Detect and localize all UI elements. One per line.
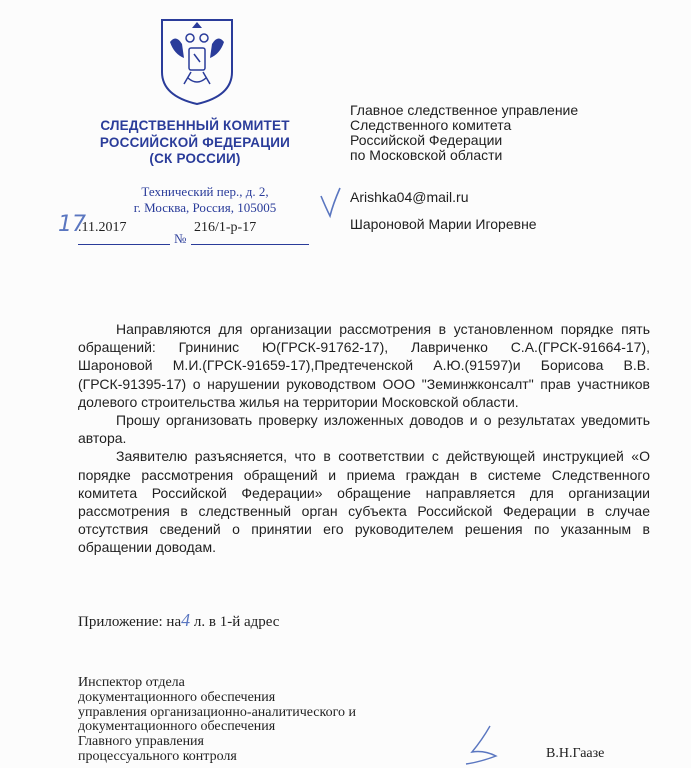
body-paragraph: Направляются для организации рассмотрения в установленном порядке пять обращений: Грининис Ю(ГРСК-91762-17), Лавриченко С.А.(ГРСК-91664-17), Шароновой М.И.(ГРСК-91659-17),Предтеченской А.Ю.(91597)и Борисова В.В.(ГРСК-91395-17) о нарушении руководством ООО "Земинжконсалт" прав участников долевого строительства жилья на территории Московской области. <box>78 321 650 410</box>
attachment-prefix: Приложение: на <box>78 614 182 630</box>
address-line: г. Москва, Россия, 105005 <box>133 200 277 215</box>
body-paragraph: Заявителю разъясняется, что в соответствии с действующей инструкцией «О порядке рассмотрения обращений и приема граждан в системе Следственного комитета Российской Федерации» обращение направляется для организации рассмотрения в следственный орган субъекта Российской Федерации в случае отсутствия сведений о принятии его руководителем решения по указанным в обращении доводам. <box>78 448 650 556</box>
attachment-suffix: л. в 1-й адрес <box>193 614 280 630</box>
number-underline <box>191 244 309 245</box>
address-line: Технический пер., д. 2, <box>141 184 269 199</box>
date-underline <box>78 244 170 245</box>
recipient-line: по Московской области <box>350 147 503 163</box>
attachment-note <box>78 610 279 631</box>
recipient-line: Российской Федерации <box>350 132 503 148</box>
handwritten-sheet-count: 4 <box>181 610 191 630</box>
handwritten-day: 17 <box>58 212 86 237</box>
body-paragraph: Прошу организовать проверку изложенных доводов и о результатах уведомить автора. <box>78 412 650 447</box>
number-sign: № <box>174 231 187 246</box>
organization-address <box>80 184 330 216</box>
signatory-line: управления организационно-аналитического и <box>78 704 356 720</box>
signatory-line: документационного обеспечения <box>78 689 276 705</box>
signature-icon <box>460 722 520 766</box>
signatory-line: Инспектор отдела <box>78 675 185 690</box>
signatory-line: процессуального контроля <box>78 748 237 764</box>
letter-body <box>78 320 650 557</box>
signatory-line: Главного управления <box>78 734 204 750</box>
recipient-email: Arishka04@mail.ru <box>350 189 469 205</box>
registration-number: 216/1-р-17 <box>194 220 257 235</box>
check-mark-icon <box>318 186 342 220</box>
coat-of-arms-icon <box>158 14 236 106</box>
org-line: (СК РОССИИ) <box>149 151 241 166</box>
organization-name <box>80 118 310 168</box>
signatory-name: В.Н.Гаазе <box>546 746 605 761</box>
org-line: РОССИЙСКОЙ ФЕДЕРАЦИИ <box>99 134 291 150</box>
signatory-line: документационного обеспечения <box>78 719 276 735</box>
recipient-line: Следственного комитета <box>350 117 512 133</box>
recipient-person: Шароновой Марии Игоревне <box>350 216 537 232</box>
org-line: СЛЕДСТВЕННЫЙ КОМИТЕТ <box>100 118 290 133</box>
registration-date: .11.2017 <box>78 220 127 235</box>
recipient-line: Главное следственное управление <box>350 102 579 118</box>
signatory-title <box>78 676 356 765</box>
recipient-block <box>350 103 578 163</box>
